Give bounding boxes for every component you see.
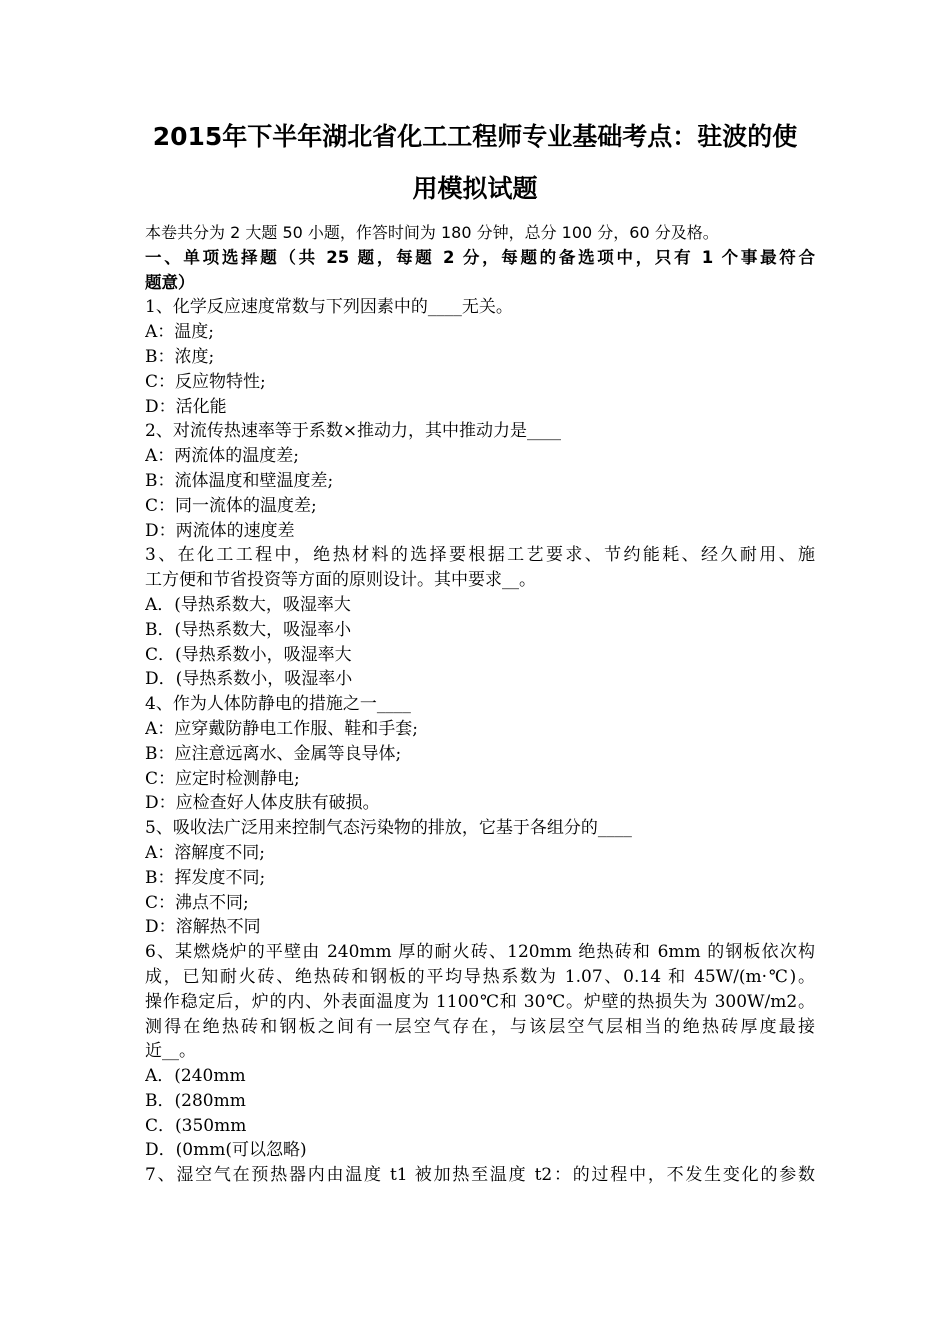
question-stem-line-4: 测得在绝热砖和钢板之间有一层空气存在，与该层空气层相当的绝热砖厚度最接 — [145, 1016, 815, 1037]
question-stem: 7、湿空气在预热器内由温度 t1 被加热至温度 t2：的过程中，不发生变化的参数 — [145, 1165, 815, 1186]
option-d: D：两流体的速度差 — [145, 520, 295, 541]
option-b: B．(导热系数大，吸湿率小 — [145, 619, 352, 640]
options-list — [145, 841, 815, 940]
question-6 — [145, 940, 815, 1163]
question-3 — [145, 543, 815, 692]
question-stem: 5、吸收法广泛用来控制气态污染物的排放，它基于各组分的____ — [145, 818, 632, 839]
option-c: C．(350mm — [145, 1115, 247, 1136]
option-a: A．(240mm — [145, 1066, 246, 1087]
question-4 — [145, 692, 815, 816]
option-b: B：浓度; — [145, 346, 215, 367]
question-2 — [145, 419, 815, 543]
option-b: B：应注意远离水、金属等良导体; — [145, 743, 402, 764]
question-stem-line-3: 操作稳定后，炉的内、外表面温度为 1100℃和 30℃。炉壁的热损失为 300W/m2。 — [145, 991, 815, 1012]
options-list — [145, 444, 815, 543]
document-title-line-2: 用模拟试题 — [412, 174, 538, 203]
question-stem: 4、作为人体防静电的措施之一____ — [145, 694, 411, 715]
question-stem-line-2: 工方便和节省投资等方面的原则设计。其中要求__。 — [145, 570, 536, 591]
option-a: A：溶解度不同; — [145, 842, 266, 863]
option-c: C：应定时检测静电; — [145, 768, 300, 789]
option-d: D．(导热系数小，吸湿率小 — [145, 669, 353, 690]
option-d: D：应检查好人体皮肤有破损。 — [145, 793, 380, 814]
option-d: D．(0mm(可以忽略) — [145, 1140, 307, 1161]
question-stem-line-2: 成，已知耐火砖、绝热砖和钢板的平均导热系数为 1.07、0.14 和 45W/(m·℃)。 — [145, 966, 815, 987]
option-b: B：流体温度和壁温度差; — [145, 470, 334, 491]
options-list — [145, 717, 815, 816]
question-5 — [145, 816, 815, 940]
question-1 — [145, 295, 815, 419]
options-list — [145, 320, 815, 419]
question-stem-line-1: 3、在化工工程中，绝热材料的选择要根据工艺要求、节约能耗、经久耐用、施 — [145, 545, 815, 566]
option-c: C：反应物特性; — [145, 371, 266, 392]
option-a: A：温度; — [145, 322, 215, 343]
options-list — [145, 1064, 815, 1163]
option-d: D：活化能 — [145, 396, 227, 417]
question-stem: 2、对流传热速率等于系数×推动力，其中推动力是____ — [145, 421, 562, 442]
option-b: B：挥发度不同; — [145, 867, 266, 888]
section-header-line-2: 题意） — [145, 272, 195, 292]
option-c: C：沸点不同; — [145, 892, 249, 913]
question-stem-line-5: 近__。 — [145, 1041, 196, 1062]
option-b: B．(280mm — [145, 1090, 246, 1111]
question-7 — [145, 1163, 815, 1188]
document-body — [145, 221, 815, 1188]
option-c: C．(导热系数小，吸湿率大 — [145, 644, 352, 665]
document-title-line-1: 2015年下半年湖北省化工工程师专业基础考点：驻波的使 — [152, 122, 798, 151]
option-a: A：两流体的温度差; — [145, 446, 300, 467]
option-c: C：同一流体的温度差; — [145, 495, 317, 516]
question-stem: 1、化学反应速度常数与下列因素中的____无关。 — [145, 297, 513, 318]
option-a: A．(导热系数大，吸湿率大 — [145, 594, 351, 615]
option-d: D：溶解热不同 — [145, 917, 261, 938]
section-header-line-1: 一、单项选择题（共 25 题，每题 2 分，每题的备选项中，只有 1 个事最符合 — [145, 247, 815, 267]
question-stem-line-1: 6、某燃烧炉的平壁由 240mm 厚的耐火砖、120mm 绝热砖和 6mm 的钢板依次构 — [145, 942, 815, 963]
option-a: A：应穿戴防静电工作服、鞋和手套; — [145, 718, 419, 739]
exam-intro: 本卷共分为 2 大题 50 小题，作答时间为 180 分钟，总分 100 分，60 分及格。 — [145, 223, 719, 242]
options-list — [145, 593, 815, 692]
